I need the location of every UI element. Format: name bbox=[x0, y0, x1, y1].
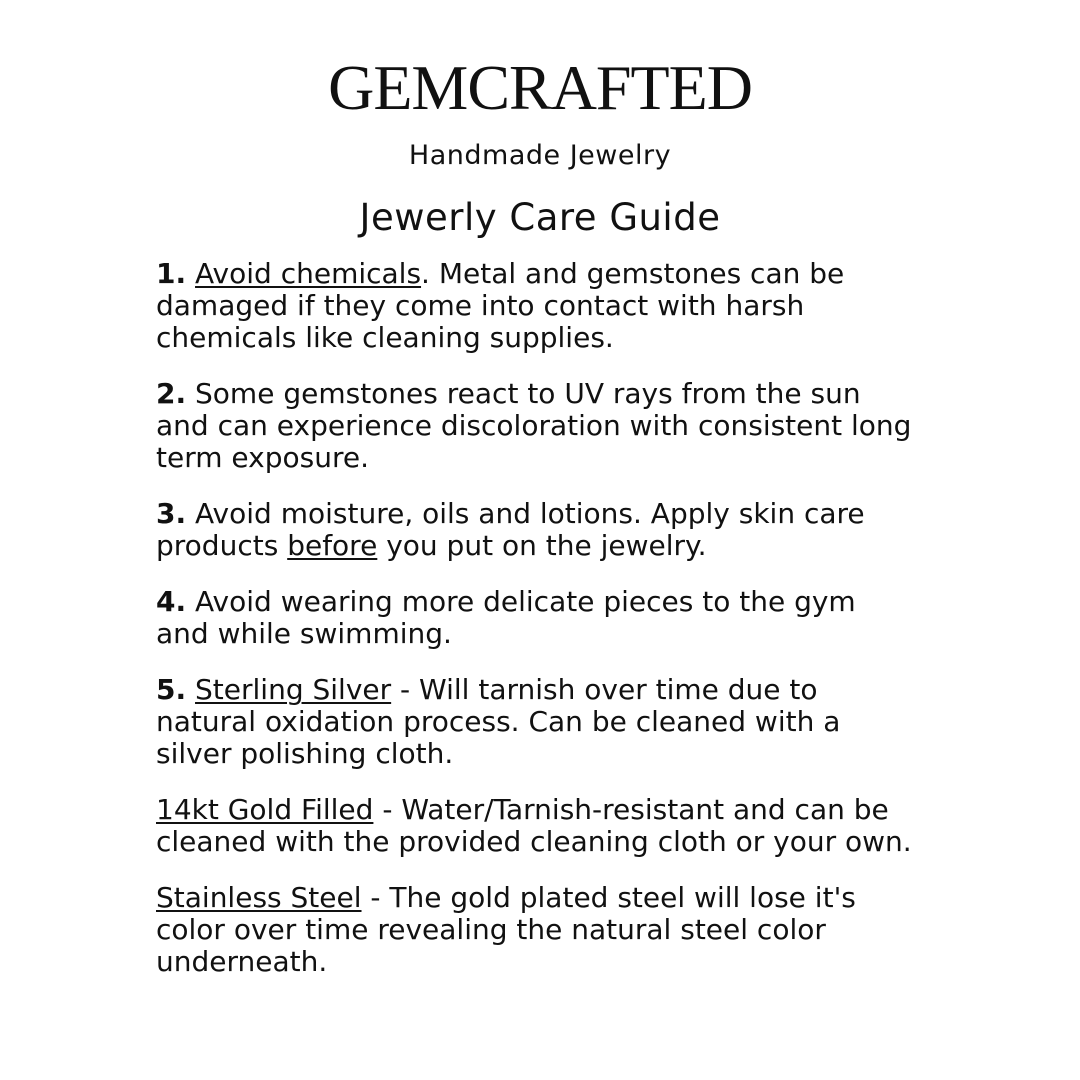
care-item-1 bbox=[156, 258, 916, 354]
item-number: 5. bbox=[156, 673, 187, 706]
item-text: - The gold plated steel will lose it's color over time revealing the natural steel color underneath. bbox=[156, 881, 856, 978]
care-item-gold-filled bbox=[156, 794, 916, 858]
item-text: - Water/Tarnish-resistant and can be cleaned with the provided cleaning cloth or your own. bbox=[156, 793, 912, 858]
underlined-term: Sterling Silver bbox=[195, 673, 392, 706]
care-item-4 bbox=[156, 586, 916, 650]
item-text: - Will tarnish over time due to natural oxidation process. Can be cleaned with a silver polishing cloth. bbox=[156, 673, 841, 770]
underlined-term: Avoid chemicals bbox=[195, 257, 422, 290]
item-text: you put on the jewelry. bbox=[377, 529, 707, 562]
care-item-stainless-steel bbox=[156, 882, 916, 978]
underlined-term: Stainless Steel bbox=[156, 881, 362, 914]
page-title: Jewerly Care Guide bbox=[359, 196, 721, 239]
brand-tagline: Handmade Jewelry bbox=[408, 140, 672, 171]
item-number: 4. bbox=[156, 585, 187, 618]
item-text: Avoid wearing more delicate pieces to the gym and while swimming. bbox=[156, 585, 856, 650]
brand-logo: GEMCRAFTED bbox=[328, 52, 752, 123]
care-item-5 bbox=[156, 674, 916, 770]
item-text: . Metal and gemstones can be damaged if they come into contact with harsh chemicals like cleaning supplies. bbox=[156, 257, 845, 354]
care-item-3 bbox=[156, 498, 916, 562]
item-text: Some gemstones react to UV rays from the sun and can experience discoloration with consistent long term exposure. bbox=[156, 377, 912, 474]
underlined-term: 14kt Gold Filled bbox=[156, 793, 374, 826]
item-number: 1. bbox=[156, 257, 187, 290]
care-guide-list bbox=[156, 258, 916, 1002]
item-text: Avoid moisture, oils and lotions. Apply skin care products bbox=[156, 497, 865, 562]
item-number: 3. bbox=[156, 497, 187, 530]
care-item-2 bbox=[156, 378, 916, 474]
underlined-term: before bbox=[287, 529, 378, 562]
item-number: 2. bbox=[156, 377, 187, 410]
